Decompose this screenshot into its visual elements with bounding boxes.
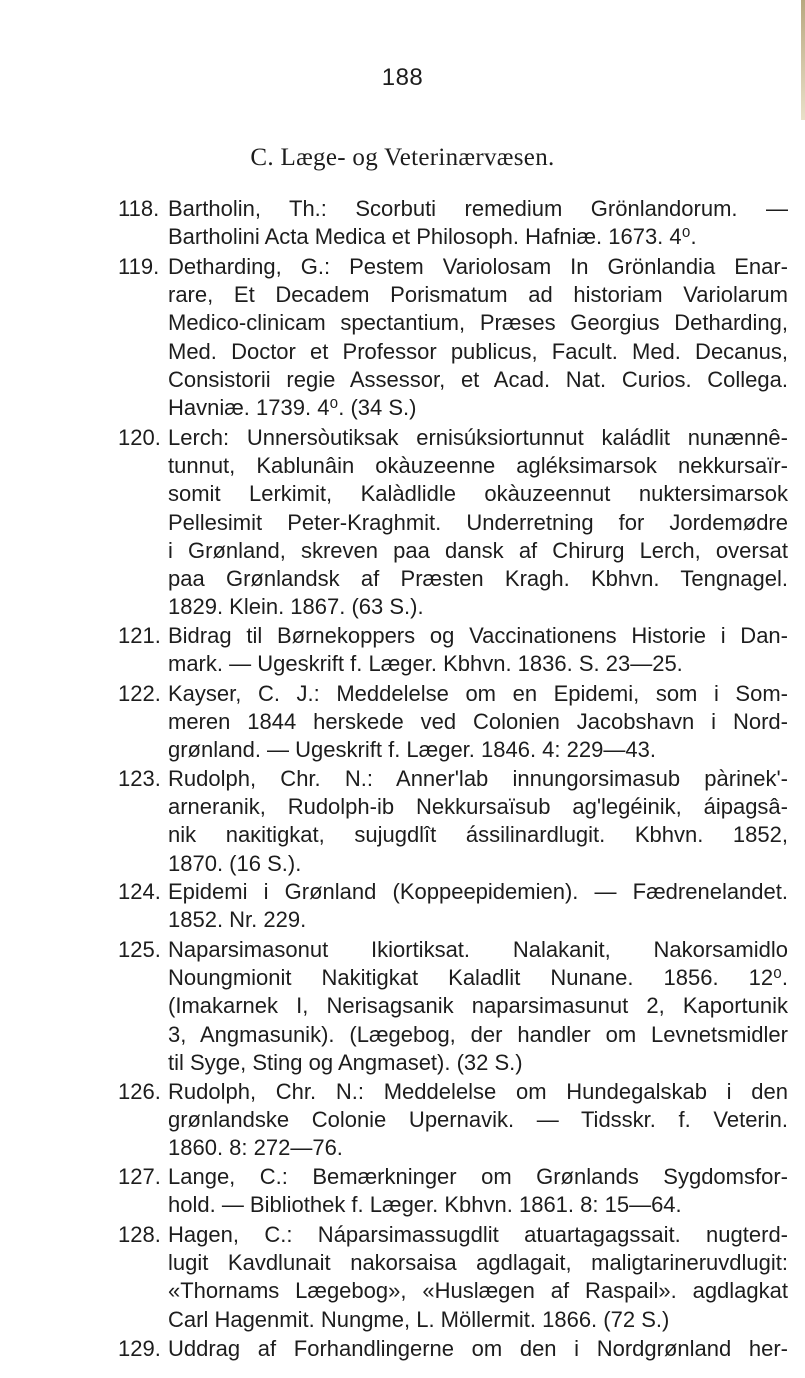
entry-line: grønland. — Ugeskrift f. Læger. 1846. 4: 229—43. [168,737,656,763]
entry-line: 1852. Nr. 229. [168,907,307,933]
entry-line: Consistorii regie Assessor, et Acad. Nat. Curios. Collega. [168,366,788,392]
entry-line: mark. — Ugeskrift f. Læger. Kbhvn. 1836. S. 23—25. [168,651,683,677]
entry-line: 3, Angmasunik). (Lægebog, der handler om Levnetsmidler [168,1021,788,1047]
entry-number: 122. [118,681,161,706]
entry-line: Noungmionit Nakitigkat Kaladlit Nunane. 1856. 12⁰. [168,965,788,991]
entry-line: Detharding, G.: Pestem Variolosam In Grönlandia Enar- [168,254,788,279]
entry-line: arneranik, Rudolph-ib Nekkursaïsub ag'legéinik, áipagsâ- [168,794,788,820]
entry-line: Med. Doctor et Professor publicus, Facult. Med. Decanus, [168,338,788,364]
entry-line: meren 1844 herskede ved Colonien Jacobshavn i Nord- [168,709,788,735]
entry-line: 1870. (16 S.). [168,850,302,876]
entry-number: 119. [118,254,160,279]
entry-line: Lerch: Unnersòutiksak ernisúksiortunnut kaládlit nunænnê- [168,425,788,450]
entry-line: Medico-clinicam spectantium, Præses Georgius Detharding, [168,310,788,336]
entry-line: Bidrag til Børnekoppers og Vaccinationens Historie i Dan- [168,623,788,648]
entry-number: 126. [118,1079,161,1104]
entry-number: 128. [118,1222,161,1247]
entry-line: Rudolph, Chr. N.: Meddelelse om Hundegalskab i den [168,1079,788,1104]
entry-line: Uddrag af Forhandlingerne om den i Nordgrønland her- [168,1336,788,1361]
entry-line: 1829. Klein. 1867. (63 S.). [168,594,424,620]
entry-line: Naparsimasonut Ikiortiksat. Nalakanit, Nakorsamidlo [168,937,788,962]
entry-line: Hagen, C.: Náparsimassugdlit atuartagagssait. nugterd- [168,1222,788,1247]
entry-line: grønlandske Colonie Upernavik. — Tidsskr. f. Veterin. [168,1107,788,1133]
entry-line: Havniæ. 1739. 4⁰. (34 S.) [168,394,417,420]
entry-line: Pellesimit Peter-Kraghmit. Underretning for Jordemødre [168,509,788,535]
entry-line: nik naĸitigkat, sujugdlît ássilinardlugit. Kbhvn. 1852, [168,822,788,848]
entry-line: Bartholin, Th.: Scorbuti remedium Grönlandorum. — [168,196,788,221]
entry-line: «Thornams Lægebog», «Huslægen af Raspail». agdlagkat [168,1278,788,1304]
entry-line: Epidemi i Grønland (Koppeepidemien). — Fædrenelandet. [168,879,788,904]
entry-line: til Syge, Sting og Angmaset). (32 S.) [168,1049,523,1075]
entry-number: 124. [118,879,161,904]
entry-number: 121. [118,623,161,648]
entry-line: 1860. 8: 272—76. [168,1135,343,1161]
entry-number: 118. [118,196,160,221]
entry-line: (Imakarnek I, Nerisagsanik naparsimasunut 2, Kaportunik [168,993,788,1019]
entry-line: Carl Hagenmit. Nungme, L. Möllermit. 1866. (72 S.) [168,1306,670,1332]
entry-number: 123. [118,766,161,791]
entry-line: somit Lerkimit, Kalàdlidle okàuzeennut nuktersimarsok [168,481,788,507]
entry-number: 120. [118,425,161,450]
entry-line: rare, Et Decadem Porismatum ad historiam Variolarum [168,282,788,308]
entry-line: hold. — Bibliothek f. Læger. Kbhvn. 1861. 8: 15—64. [168,1192,682,1218]
entry-line: tunnut, Kablunâin okàuzeenne agléksimarsok nekkursaïr- [168,453,788,479]
section-heading: C. Læge- og Veterinærvæsen. [250,144,555,171]
page-number: 188 [381,64,424,91]
entry-number: 125. [118,937,161,962]
entry-line: Lange, C.: Bemærkninger om Grønlands Sygdomsfor- [168,1164,788,1189]
page-edge-mark [801,0,805,120]
entry-line: paa Grønlandsk af Præsten Kragh. Kbhvn. Tengnagel. [168,565,788,591]
entry-number: 127. [118,1164,161,1189]
entry-line: i Grønland, skreven paa dansk af Chirurg Lerch, oversat [168,537,788,563]
entry-line: Kayser, C. J.: Meddelelse om en Epidemi, som i Som- [168,681,788,706]
entry-number: 129. [118,1336,161,1361]
entry-line: Bartholini Acta Medica et Philosoph. Hafniæ. 1673. 4⁰. [168,224,697,250]
entry-line: lugit Kavdlunait nakorsaisa agdlagait, maligtarineruvdlugit: [168,1250,788,1276]
entry-line: Rudolph, Chr. N.: Anner'lab innungorsimasub pàrinek'- [168,766,788,791]
